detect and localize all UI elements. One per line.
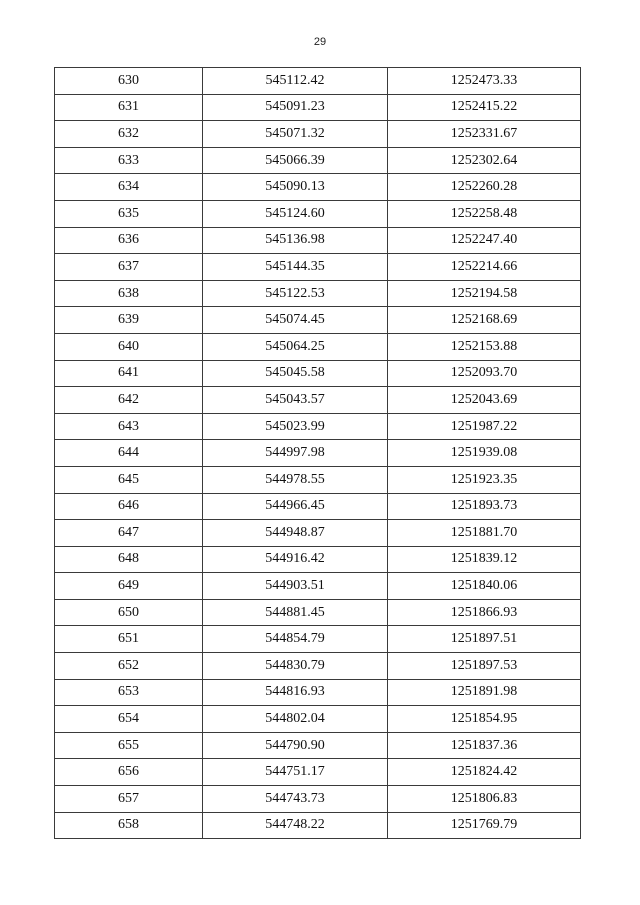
table-row [55, 68, 581, 95]
point-number-cell: 646 [55, 493, 203, 520]
table-row [55, 360, 581, 387]
y-coordinate-cell: 1251987.22 [388, 413, 581, 440]
x-coordinate-cell: 545064.25 [203, 333, 388, 360]
x-coordinate-cell: 545091.23 [203, 94, 388, 121]
table-row [55, 147, 581, 174]
point-number-cell: 651 [55, 626, 203, 653]
table-row [55, 94, 581, 121]
page-number: 29 [313, 36, 327, 48]
x-coordinate-cell: 545124.60 [203, 200, 388, 227]
point-number-cell: 633 [55, 147, 203, 174]
x-coordinate-cell: 545066.39 [203, 147, 388, 174]
x-coordinate-cell: 545045.58 [203, 360, 388, 387]
point-number-cell: 634 [55, 174, 203, 201]
table-row [55, 307, 581, 334]
y-coordinate-cell: 1251840.06 [388, 573, 581, 600]
table-row [55, 333, 581, 360]
point-number-cell: 644 [55, 440, 203, 467]
table-row [55, 546, 581, 573]
table-row [55, 440, 581, 467]
x-coordinate-cell: 544830.79 [203, 653, 388, 680]
y-coordinate-cell: 1252415.22 [388, 94, 581, 121]
x-coordinate-cell: 545071.32 [203, 121, 388, 148]
point-number-cell: 630 [55, 68, 203, 95]
y-coordinate-cell: 1251939.08 [388, 440, 581, 467]
x-coordinate-cell: 545090.13 [203, 174, 388, 201]
y-coordinate-cell: 1251806.83 [388, 786, 581, 813]
x-coordinate-cell: 544802.04 [203, 706, 388, 733]
point-number-cell: 658 [55, 812, 203, 839]
point-number-cell: 640 [55, 333, 203, 360]
x-coordinate-cell: 544854.79 [203, 626, 388, 653]
coordinates-table-body [55, 68, 581, 839]
y-coordinate-cell: 1251897.53 [388, 653, 581, 680]
table-row [55, 626, 581, 653]
y-coordinate-cell: 1251891.98 [388, 679, 581, 706]
y-coordinate-cell: 1252194.58 [388, 280, 581, 307]
x-coordinate-cell: 544790.90 [203, 732, 388, 759]
table-row [55, 200, 581, 227]
point-number-cell: 648 [55, 546, 203, 573]
y-coordinate-cell: 1252473.33 [388, 68, 581, 95]
y-coordinate-cell: 1251866.93 [388, 599, 581, 626]
point-number-cell: 636 [55, 227, 203, 254]
y-coordinate-cell: 1252043.69 [388, 387, 581, 414]
y-coordinate-cell: 1251854.95 [388, 706, 581, 733]
point-number-cell: 643 [55, 413, 203, 440]
x-coordinate-cell: 545023.99 [203, 413, 388, 440]
point-number-cell: 656 [55, 759, 203, 786]
x-coordinate-cell: 545112.42 [203, 68, 388, 95]
point-number-cell: 654 [55, 706, 203, 733]
table-row [55, 573, 581, 600]
point-number-cell: 642 [55, 387, 203, 414]
point-number-cell: 632 [55, 121, 203, 148]
table-row [55, 387, 581, 414]
table-row [55, 653, 581, 680]
point-number-cell: 653 [55, 679, 203, 706]
coordinates-table [54, 67, 581, 839]
x-coordinate-cell: 544816.93 [203, 679, 388, 706]
y-coordinate-cell: 1251893.73 [388, 493, 581, 520]
y-coordinate-cell: 1252093.70 [388, 360, 581, 387]
table-row [55, 493, 581, 520]
table-row [55, 254, 581, 281]
y-coordinate-cell: 1252168.69 [388, 307, 581, 334]
x-coordinate-cell: 544978.55 [203, 466, 388, 493]
point-number-cell: 652 [55, 653, 203, 680]
y-coordinate-cell: 1252153.88 [388, 333, 581, 360]
point-number-cell: 638 [55, 280, 203, 307]
table-row [55, 679, 581, 706]
table-row [55, 599, 581, 626]
y-coordinate-cell: 1251923.35 [388, 466, 581, 493]
point-number-cell: 650 [55, 599, 203, 626]
y-coordinate-cell: 1252214.66 [388, 254, 581, 281]
point-number-cell: 645 [55, 466, 203, 493]
table-row [55, 732, 581, 759]
x-coordinate-cell: 544916.42 [203, 546, 388, 573]
x-coordinate-cell: 544966.45 [203, 493, 388, 520]
x-coordinate-cell: 544997.98 [203, 440, 388, 467]
x-coordinate-cell: 544748.22 [203, 812, 388, 839]
table-row [55, 174, 581, 201]
x-coordinate-cell: 544903.51 [203, 573, 388, 600]
point-number-cell: 637 [55, 254, 203, 281]
x-coordinate-cell: 544751.17 [203, 759, 388, 786]
table-row [55, 812, 581, 839]
x-coordinate-cell: 544948.87 [203, 520, 388, 547]
point-number-cell: 641 [55, 360, 203, 387]
x-coordinate-cell: 545144.35 [203, 254, 388, 281]
x-coordinate-cell: 544743.73 [203, 786, 388, 813]
table-row [55, 413, 581, 440]
table-row [55, 786, 581, 813]
x-coordinate-cell: 545074.45 [203, 307, 388, 334]
x-coordinate-cell: 545136.98 [203, 227, 388, 254]
x-coordinate-cell: 545043.57 [203, 387, 388, 414]
point-number-cell: 657 [55, 786, 203, 813]
table-row [55, 227, 581, 254]
y-coordinate-cell: 1251769.79 [388, 812, 581, 839]
point-number-cell: 635 [55, 200, 203, 227]
point-number-cell: 639 [55, 307, 203, 334]
y-coordinate-cell: 1252247.40 [388, 227, 581, 254]
y-coordinate-cell: 1251824.42 [388, 759, 581, 786]
x-coordinate-cell: 545122.53 [203, 280, 388, 307]
y-coordinate-cell: 1252331.67 [388, 121, 581, 148]
point-number-cell: 631 [55, 94, 203, 121]
y-coordinate-cell: 1252258.48 [388, 200, 581, 227]
table-row [55, 280, 581, 307]
y-coordinate-cell: 1251839.12 [388, 546, 581, 573]
x-coordinate-cell: 544881.45 [203, 599, 388, 626]
point-number-cell: 655 [55, 732, 203, 759]
y-coordinate-cell: 1252260.28 [388, 174, 581, 201]
point-number-cell: 649 [55, 573, 203, 600]
table-row [55, 466, 581, 493]
y-coordinate-cell: 1252302.64 [388, 147, 581, 174]
table-row [55, 759, 581, 786]
y-coordinate-cell: 1251897.51 [388, 626, 581, 653]
table-row [55, 520, 581, 547]
table-row [55, 121, 581, 148]
y-coordinate-cell: 1251837.36 [388, 732, 581, 759]
point-number-cell: 647 [55, 520, 203, 547]
table-row [55, 706, 581, 733]
y-coordinate-cell: 1251881.70 [388, 520, 581, 547]
